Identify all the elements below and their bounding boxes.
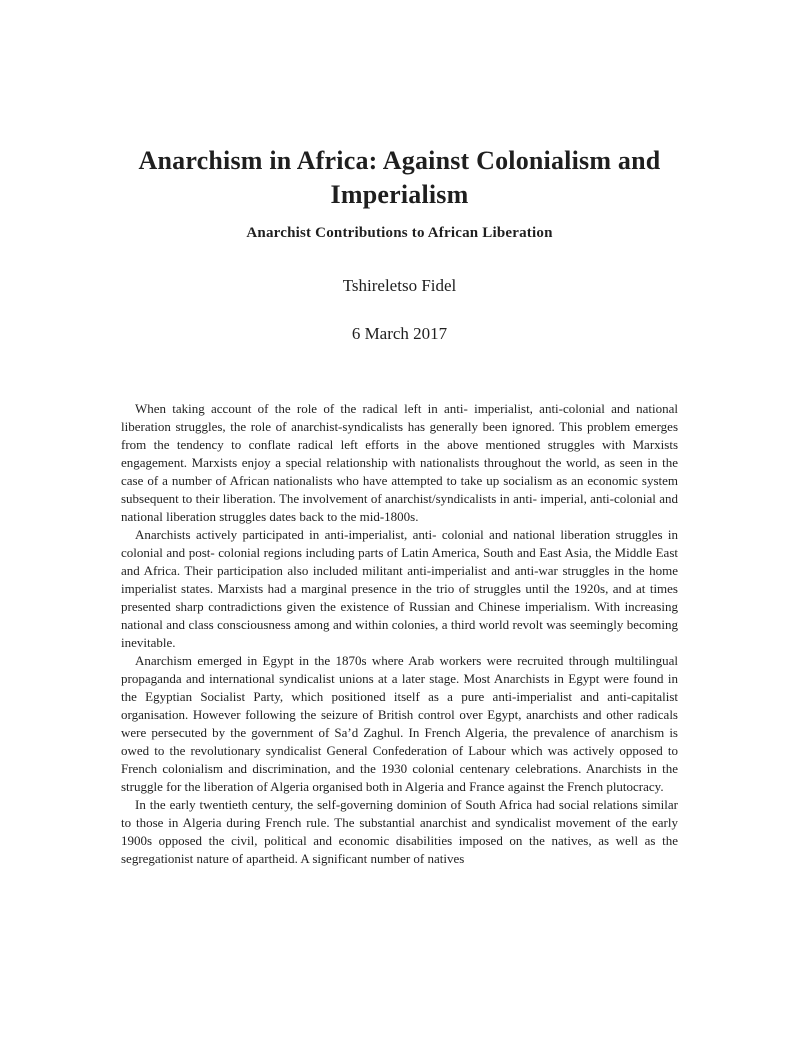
- document-title: Anarchism in Africa: Against Colonialism and Imperialism: [138, 146, 661, 209]
- paragraph-2: Anarchists actively participated in anti-imperialist, anti- colonial and national liberation struggles in colonial and post- colonial regions including parts of Latin America, South and East Asia, the Middle East and Africa. Their participation also included militant anti-imperialist and anti-war struggles in the home imperialist states. Marxists had a marginal presence in the trio of struggles until the 1920s, and at times presented sharp contradictions given the existence of Russian and Chinese imperialism. With increasing national and class consciousness among and within colonies, a third world revolt was seemingly becoming inevitable.: [121, 527, 678, 650]
- document-header: [0, 0, 799, 344]
- author-name: Tshireletso Fidel: [342, 276, 457, 295]
- body-text: [121, 400, 678, 868]
- document-date: 6 March 2017: [351, 324, 448, 343]
- paragraph-3: Anarchism emerged in Egypt in the 1870s where Arab workers were recruited through multilingual propaganda and international syndicalist unions at a later stage. Most Anarchists in Egypt were found in the Egyptian Socialist Party, which positioned itself as a pure anti-imperialist and anti-capitalist organisation. However following the seizure of British control over Egypt, anarchists and other radicals were persecuted by the government of Sa’d Zaghul. In French Algeria, the prevalence of anarchism is owed to the revolutionary syndicalist General Confederation of Labour which was actively opposed to French colonialism and discrimination, and the 1930 colonial centenary celebrations. Anarchists in the struggle for the liberation of Algeria organised both in Algeria and France against the French plutocracy.: [121, 653, 678, 794]
- paragraph-4: In the early twentieth century, the self-governing dominion of South Africa had social relations similar to those in Algeria during French rule. The substantial anarchist and syndicalist movement of the early 1900s opposed the civil, political and economic disabilities imposed on the natives, as well as the segregationist nature of apartheid. A significant number of natives: [121, 797, 678, 866]
- paragraph-1: When taking account of the role of the radical left in anti- imperialist, anti-colonial and national liberation struggles, the role of anarchist-syndicalists has generally been ignored. This problem emerges from the tendency to conflate radical left efforts in the above mentioned struggles with Marxists engagement. Marxists enjoy a special relationship with nationalists throughout the world, as seen in the case of a number of African nationalists who have attempted to take up socialism as an economic system subsequent to their liberation. The involvement of anarchist/syndicalists in anti- imperial, anti-colonial and national liberation struggles dates back to the mid-1800s.: [121, 401, 678, 524]
- document-subtitle: Anarchist Contributions to African Liberation: [246, 225, 553, 241]
